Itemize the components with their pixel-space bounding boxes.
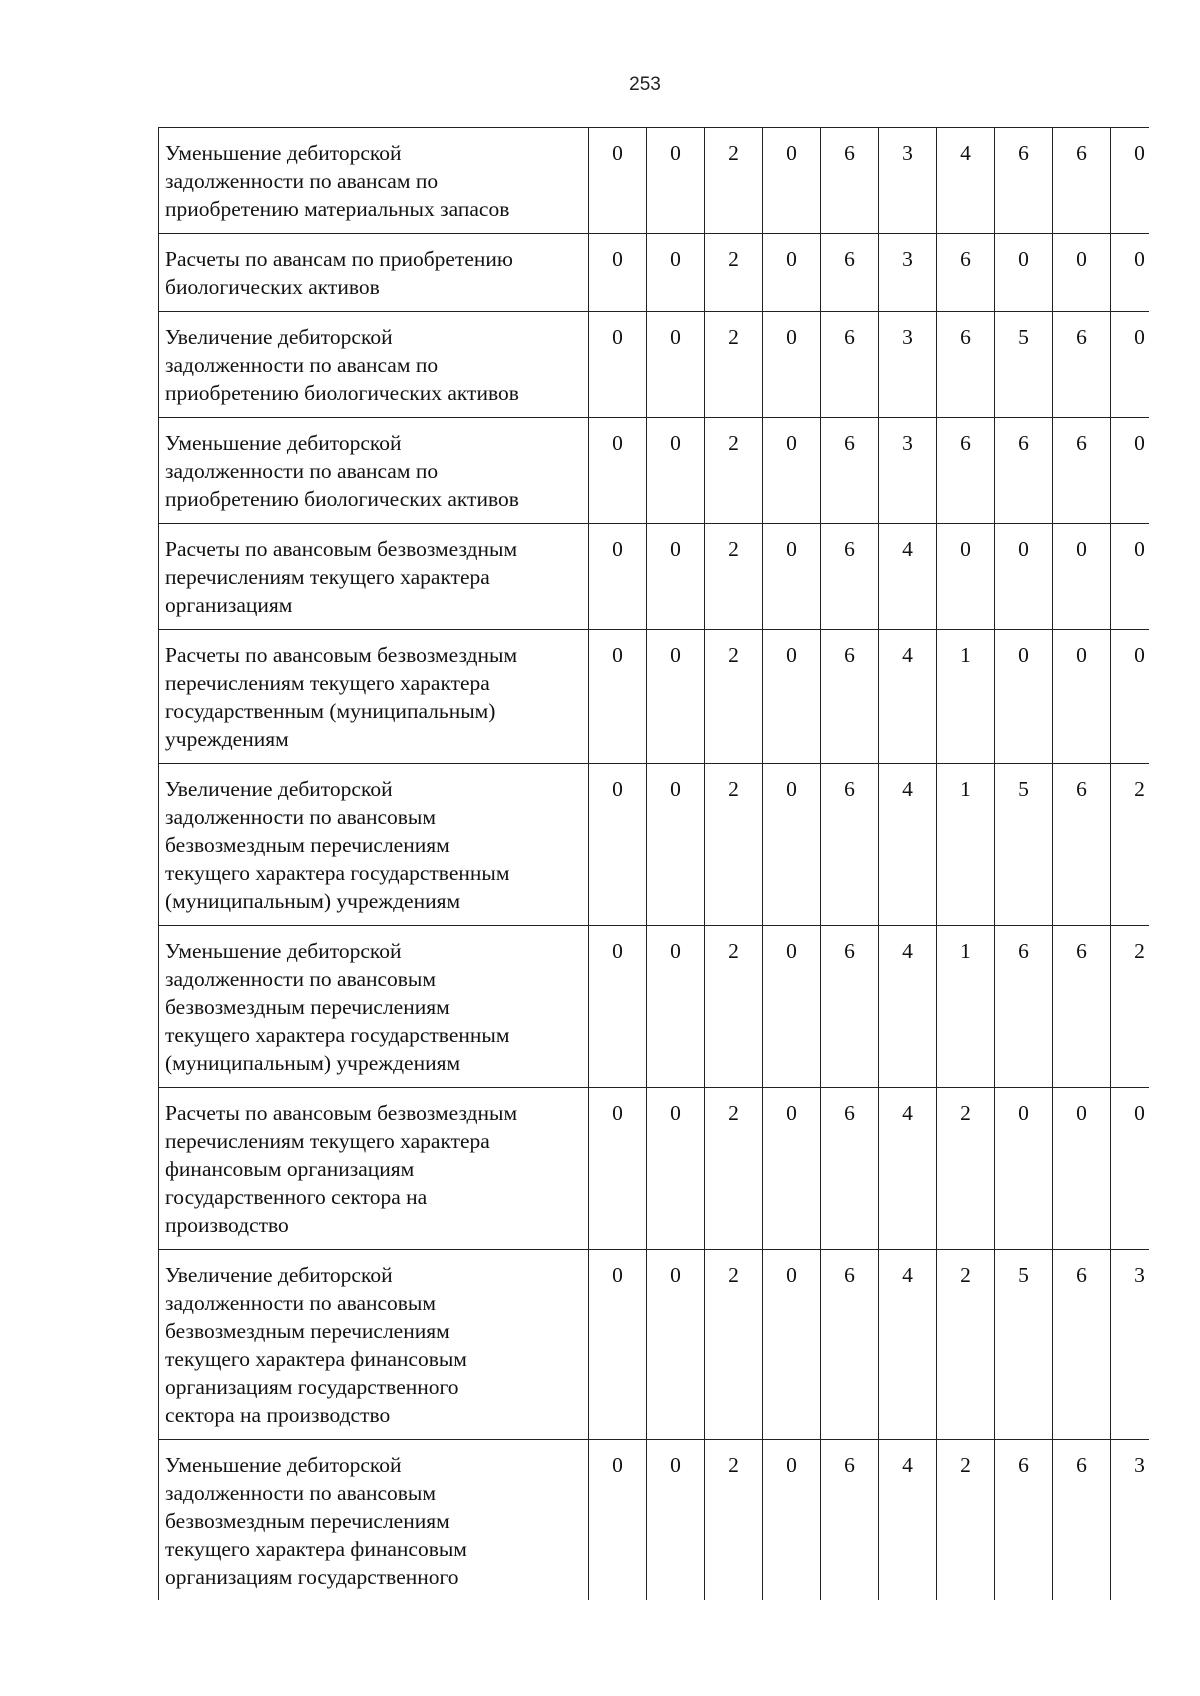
code-digit-cell: 0 xyxy=(937,524,995,630)
code-digit-cell: 6 xyxy=(821,234,879,312)
code-digit-cell: 6 xyxy=(821,128,879,234)
code-digit-cell: 6 xyxy=(821,764,879,926)
code-digit-cell: 0 xyxy=(763,764,821,926)
code-digit-cell: 6 xyxy=(1053,312,1111,418)
code-digit-cell: 0 xyxy=(647,1250,705,1440)
code-digit-cell: 4 xyxy=(879,524,937,630)
code-digit-cell: 0 xyxy=(589,630,647,764)
code-digit-cell: 0 xyxy=(1111,312,1150,418)
code-digit-cell: 2 xyxy=(705,630,763,764)
code-digit-cell: 3 xyxy=(879,418,937,524)
code-digit-cell: 0 xyxy=(763,926,821,1088)
description-line: перечислениям текущего характера xyxy=(165,671,490,695)
table-row xyxy=(159,312,1150,418)
code-digit-cell: 0 xyxy=(763,524,821,630)
code-digit-cell: 2 xyxy=(705,524,763,630)
code-digit-cell: 0 xyxy=(1111,630,1150,764)
code-digit-cell: 0 xyxy=(1053,234,1111,312)
description-line: задолженности по авансам по xyxy=(165,459,439,483)
table-row xyxy=(159,128,1150,234)
code-digit-cell: 0 xyxy=(589,926,647,1088)
description-line: безвозмездным перечислениям xyxy=(165,995,450,1019)
code-digit-cell: 4 xyxy=(879,926,937,1088)
code-digit-cell: 6 xyxy=(1053,418,1111,524)
description-line: безвозмездным перечислениям xyxy=(165,1509,450,1533)
code-digit-cell: 2 xyxy=(705,764,763,926)
code-digit-cell: 6 xyxy=(1053,926,1111,1088)
description-line: безвозмездным перечислениям xyxy=(165,833,450,857)
account-codes-table xyxy=(158,127,1149,1600)
code-digit-cell: 6 xyxy=(1053,764,1111,926)
code-digit-cell: 6 xyxy=(1053,128,1111,234)
description-line: задолженности по авансовым xyxy=(165,1291,436,1315)
code-digit-cell: 6 xyxy=(821,1250,879,1440)
code-digit-cell: 0 xyxy=(647,418,705,524)
row-description xyxy=(159,418,589,524)
description-line: Расчеты по авансам по приобретению xyxy=(165,247,513,271)
description-line: Увеличение дебиторской xyxy=(165,1263,393,1287)
code-digit-cell: 0 xyxy=(589,1440,647,1601)
code-digit-cell: 0 xyxy=(763,418,821,524)
code-digit-cell: 5 xyxy=(995,764,1053,926)
code-digit-cell: 4 xyxy=(879,1440,937,1601)
code-digit-cell: 0 xyxy=(647,524,705,630)
row-description xyxy=(159,630,589,764)
code-digit-cell: 6 xyxy=(821,630,879,764)
code-digit-cell: 2 xyxy=(705,418,763,524)
row-description xyxy=(159,1440,589,1601)
row-description xyxy=(159,926,589,1088)
code-digit-cell: 0 xyxy=(647,128,705,234)
code-digit-cell: 2 xyxy=(937,1088,995,1250)
description-line: государственного сектора на xyxy=(165,1185,428,1209)
code-digit-cell: 2 xyxy=(937,1440,995,1601)
description-line: текущего характера государственным xyxy=(165,861,510,885)
description-line: безвозмездным перечислениям xyxy=(165,1319,450,1343)
code-digit-cell: 0 xyxy=(589,524,647,630)
description-line: организациям государственного xyxy=(165,1375,459,1399)
code-digit-cell: 6 xyxy=(995,128,1053,234)
code-digit-cell: 4 xyxy=(879,1088,937,1250)
code-digit-cell: 0 xyxy=(647,630,705,764)
code-digit-cell: 0 xyxy=(647,1088,705,1250)
code-digit-cell: 0 xyxy=(763,234,821,312)
code-digit-cell: 1 xyxy=(937,764,995,926)
table-row xyxy=(159,926,1150,1088)
description-line: Расчеты по авансовым безвозмездным xyxy=(165,537,518,561)
code-digit-cell: 0 xyxy=(1053,524,1111,630)
description-line: задолженности по авансовым xyxy=(165,967,436,991)
table-row xyxy=(159,524,1150,630)
code-digit-cell: 6 xyxy=(821,1440,879,1601)
description-line: задолженности по авансам по xyxy=(165,169,439,193)
description-line: перечислениям текущего характера xyxy=(165,565,490,589)
code-digit-cell: 2 xyxy=(705,234,763,312)
code-digit-cell: 6 xyxy=(821,1088,879,1250)
description-line: приобретению биологических активов xyxy=(165,381,519,405)
description-line: организациям xyxy=(165,593,293,617)
description-line: задолженности по авансам по xyxy=(165,353,439,377)
code-digit-cell: 0 xyxy=(589,312,647,418)
description-line: текущего характера финансовым xyxy=(165,1347,467,1371)
code-digit-cell: 6 xyxy=(1053,1440,1111,1601)
row-description xyxy=(159,312,589,418)
code-digit-cell: 0 xyxy=(763,312,821,418)
description-line: Уменьшение дебиторской xyxy=(165,141,402,165)
code-digit-cell: 3 xyxy=(879,312,937,418)
code-digit-cell: 4 xyxy=(879,764,937,926)
code-digit-cell: 6 xyxy=(821,926,879,1088)
description-line: производство xyxy=(165,1213,289,1237)
code-digit-cell: 0 xyxy=(589,234,647,312)
description-line: (муниципальным) учреждениям xyxy=(165,889,461,913)
code-digit-cell: 0 xyxy=(589,418,647,524)
code-digit-cell: 0 xyxy=(1053,630,1111,764)
description-line: Уменьшение дебиторской xyxy=(165,431,402,455)
account-codes-table-wrapper xyxy=(158,127,1149,1600)
code-digit-cell: 6 xyxy=(937,234,995,312)
code-digit-cell: 0 xyxy=(1111,234,1150,312)
table-body xyxy=(159,128,1150,1601)
code-digit-cell: 6 xyxy=(937,312,995,418)
description-line: государственным (муниципальным) xyxy=(165,699,496,723)
page-number: 253 xyxy=(629,74,661,95)
code-digit-cell: 0 xyxy=(647,312,705,418)
code-digit-cell: 6 xyxy=(821,312,879,418)
code-digit-cell: 1 xyxy=(937,926,995,1088)
code-digit-cell: 2 xyxy=(705,128,763,234)
table-row xyxy=(159,234,1150,312)
code-digit-cell: 3 xyxy=(879,128,937,234)
description-line: текущего характера государственным xyxy=(165,1023,510,1047)
code-digit-cell: 6 xyxy=(937,418,995,524)
code-digit-cell: 2 xyxy=(937,1250,995,1440)
code-digit-cell: 0 xyxy=(647,926,705,1088)
code-digit-cell: 2 xyxy=(705,926,763,1088)
code-digit-cell: 0 xyxy=(763,1440,821,1601)
code-digit-cell: 2 xyxy=(705,1250,763,1440)
description-line: финансовым организациям xyxy=(165,1157,415,1181)
code-digit-cell: 2 xyxy=(705,312,763,418)
code-digit-cell: 0 xyxy=(589,764,647,926)
code-digit-cell: 0 xyxy=(763,630,821,764)
description-line: приобретению биологических активов xyxy=(165,487,519,511)
code-digit-cell: 0 xyxy=(647,764,705,926)
code-digit-cell: 0 xyxy=(1053,1088,1111,1250)
description-line: Увеличение дебиторской xyxy=(165,325,393,349)
code-digit-cell: 1 xyxy=(937,630,995,764)
row-description xyxy=(159,524,589,630)
code-digit-cell: 2 xyxy=(705,1088,763,1250)
description-line: задолженности по авансовым xyxy=(165,805,436,829)
code-digit-cell: 0 xyxy=(995,630,1053,764)
code-digit-cell: 0 xyxy=(1111,524,1150,630)
table-row xyxy=(159,1088,1150,1250)
table-row xyxy=(159,764,1150,926)
description-line: текущего характера финансовым xyxy=(165,1537,467,1561)
code-digit-cell: 6 xyxy=(821,418,879,524)
code-digit-cell: 4 xyxy=(937,128,995,234)
description-line: сектора на производство xyxy=(165,1403,391,1427)
code-digit-cell: 0 xyxy=(589,128,647,234)
code-digit-cell: 4 xyxy=(879,1250,937,1440)
table-row xyxy=(159,630,1150,764)
table-row xyxy=(159,418,1150,524)
code-digit-cell: 6 xyxy=(995,926,1053,1088)
code-digit-cell: 0 xyxy=(1111,1088,1150,1250)
code-digit-cell: 6 xyxy=(1053,1250,1111,1440)
description-line: Расчеты по авансовым безвозмездным xyxy=(165,1101,518,1125)
table-row xyxy=(159,1250,1150,1440)
code-digit-cell: 0 xyxy=(995,524,1053,630)
code-digit-cell: 0 xyxy=(647,234,705,312)
code-digit-cell: 3 xyxy=(1111,1440,1150,1601)
code-digit-cell: 0 xyxy=(1111,128,1150,234)
code-digit-cell: 0 xyxy=(763,128,821,234)
code-digit-cell: 4 xyxy=(879,630,937,764)
code-digit-cell: 3 xyxy=(879,234,937,312)
description-line: задолженности по авансовым xyxy=(165,1481,436,1505)
description-line: Уменьшение дебиторской xyxy=(165,939,402,963)
code-digit-cell: 0 xyxy=(647,1440,705,1601)
code-digit-cell: 5 xyxy=(995,1250,1053,1440)
description-line: учреждениям xyxy=(165,727,289,751)
code-digit-cell: 2 xyxy=(1111,764,1150,926)
code-digit-cell: 2 xyxy=(1111,926,1150,1088)
row-description xyxy=(159,234,589,312)
description-line: Увеличение дебиторской xyxy=(165,777,393,801)
code-digit-cell: 0 xyxy=(763,1088,821,1250)
code-digit-cell: 6 xyxy=(995,1440,1053,1601)
row-description xyxy=(159,1250,589,1440)
row-description xyxy=(159,128,589,234)
code-digit-cell: 0 xyxy=(589,1088,647,1250)
code-digit-cell: 2 xyxy=(705,1440,763,1601)
code-digit-cell: 5 xyxy=(995,312,1053,418)
description-line: Уменьшение дебиторской xyxy=(165,1453,402,1477)
code-digit-cell: 0 xyxy=(995,1088,1053,1250)
description-line: биологических активов xyxy=(165,275,380,299)
code-digit-cell: 0 xyxy=(589,1250,647,1440)
code-digit-cell: 6 xyxy=(821,524,879,630)
code-digit-cell: 0 xyxy=(1111,418,1150,524)
row-description xyxy=(159,1088,589,1250)
code-digit-cell: 0 xyxy=(763,1250,821,1440)
code-digit-cell: 3 xyxy=(1111,1250,1150,1440)
description-line: организациям государственного xyxy=(165,1565,459,1589)
description-line: приобретению материальных запасов xyxy=(165,197,510,221)
description-line: перечислениям текущего характера xyxy=(165,1129,490,1153)
description-line: (муниципальным) учреждениям xyxy=(165,1051,461,1075)
description-line: Расчеты по авансовым безвозмездным xyxy=(165,643,518,667)
code-digit-cell: 0 xyxy=(995,234,1053,312)
row-description xyxy=(159,764,589,926)
code-digit-cell: 6 xyxy=(995,418,1053,524)
table-row xyxy=(159,1440,1150,1601)
